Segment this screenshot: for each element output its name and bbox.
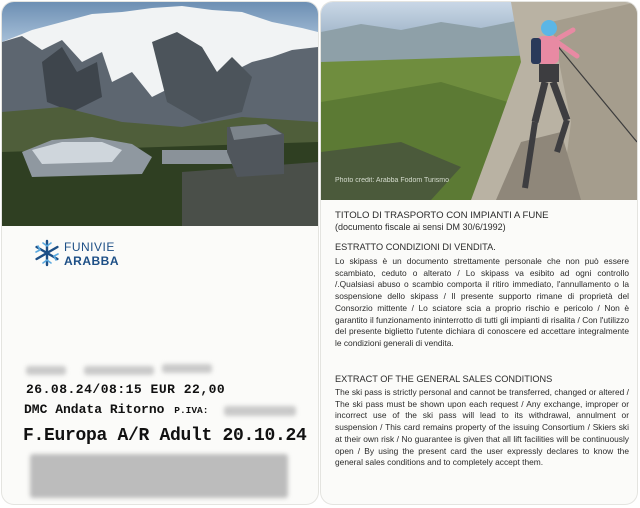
skipass-back: [321, 2, 637, 504]
ticket-route: [24, 402, 208, 417]
via-ferrata-photo: [321, 2, 637, 200]
italian-conditions-heading: ESTRATTO CONDIZIONI DI VENDITA.: [335, 242, 496, 252]
mountain-landscape-image: [2, 2, 318, 226]
marmolada-photo: [2, 2, 318, 226]
redacted-vat: [224, 406, 296, 416]
climber-landscape-image: [321, 2, 637, 200]
vat-label: P.IVA:: [174, 405, 209, 416]
english-conditions-text: [335, 387, 629, 469]
redacted-number: [162, 364, 212, 373]
english-conditions-heading: EXTRACT OF THE GENERAL SALES CONDITIONS: [335, 374, 553, 384]
redacted-barcode-area: [30, 454, 288, 498]
ticket-route-name: DMC Andata Ritorno: [24, 402, 165, 417]
photo-credit: Photo credit: Arabba Fodom Turismo: [335, 177, 449, 184]
brand-name-line2: ARABBA: [64, 254, 119, 268]
document-subtitle: (documento fiscale ai sensi DM 30/6/1992): [335, 222, 506, 232]
snowflake-logo-icon: [32, 238, 62, 268]
italian-conditions-text: [335, 256, 629, 350]
english-conditions-paragraph: The ski pass is strictly personal and cannot be transferred, changed or altered / The ski pass must be shown upon each request / Any exchange, improper or incorrect use of the ski pass will lead to its withdrawal, annulment or suspension / This card remains property of the issuing Consortium / Skiers ski at their own risk / No guarantee is given that all lift facilities will be continuously open / By using the present card the user expressly declares to know the general sales conditions and to completely accept them.: [335, 387, 629, 468]
redacted-number: [84, 366, 154, 375]
skipass-front: [2, 2, 318, 504]
document-title: TITOLO DI TRASPORTO CON IMPIANTI A FUNE: [335, 210, 549, 221]
brand-name-line1: FUNIVIE: [64, 240, 115, 254]
ticket-date-price: 26.08.24/08:15 EUR 22,00: [26, 382, 226, 397]
ticket-product: F.Europa A/R Adult 20.10.24: [23, 426, 307, 446]
redacted-number: [26, 366, 66, 375]
italian-conditions-paragraph: Lo skipass è un documento strettamente personale che non può essere scambiato, ceduto o alterato / Lo skipass va esibito ad ogni controllo /.Qualsiasi abuso o scambio comporta il ritiro immediato, l'annullamento o la sospensione dello skipass / Il presente supporto rimane di proprietà del Consorzio mittente / Lo sciatore scia a proprio rischio e pericolo / Non è garantito il funzionamento ininterrotto di tutti gli impianti di risalita / Con l'utilizzo del presente biglietto l'utente dichiara di conoscere ed accettare integralmente le condizioni generali di vendita.: [335, 256, 629, 348]
